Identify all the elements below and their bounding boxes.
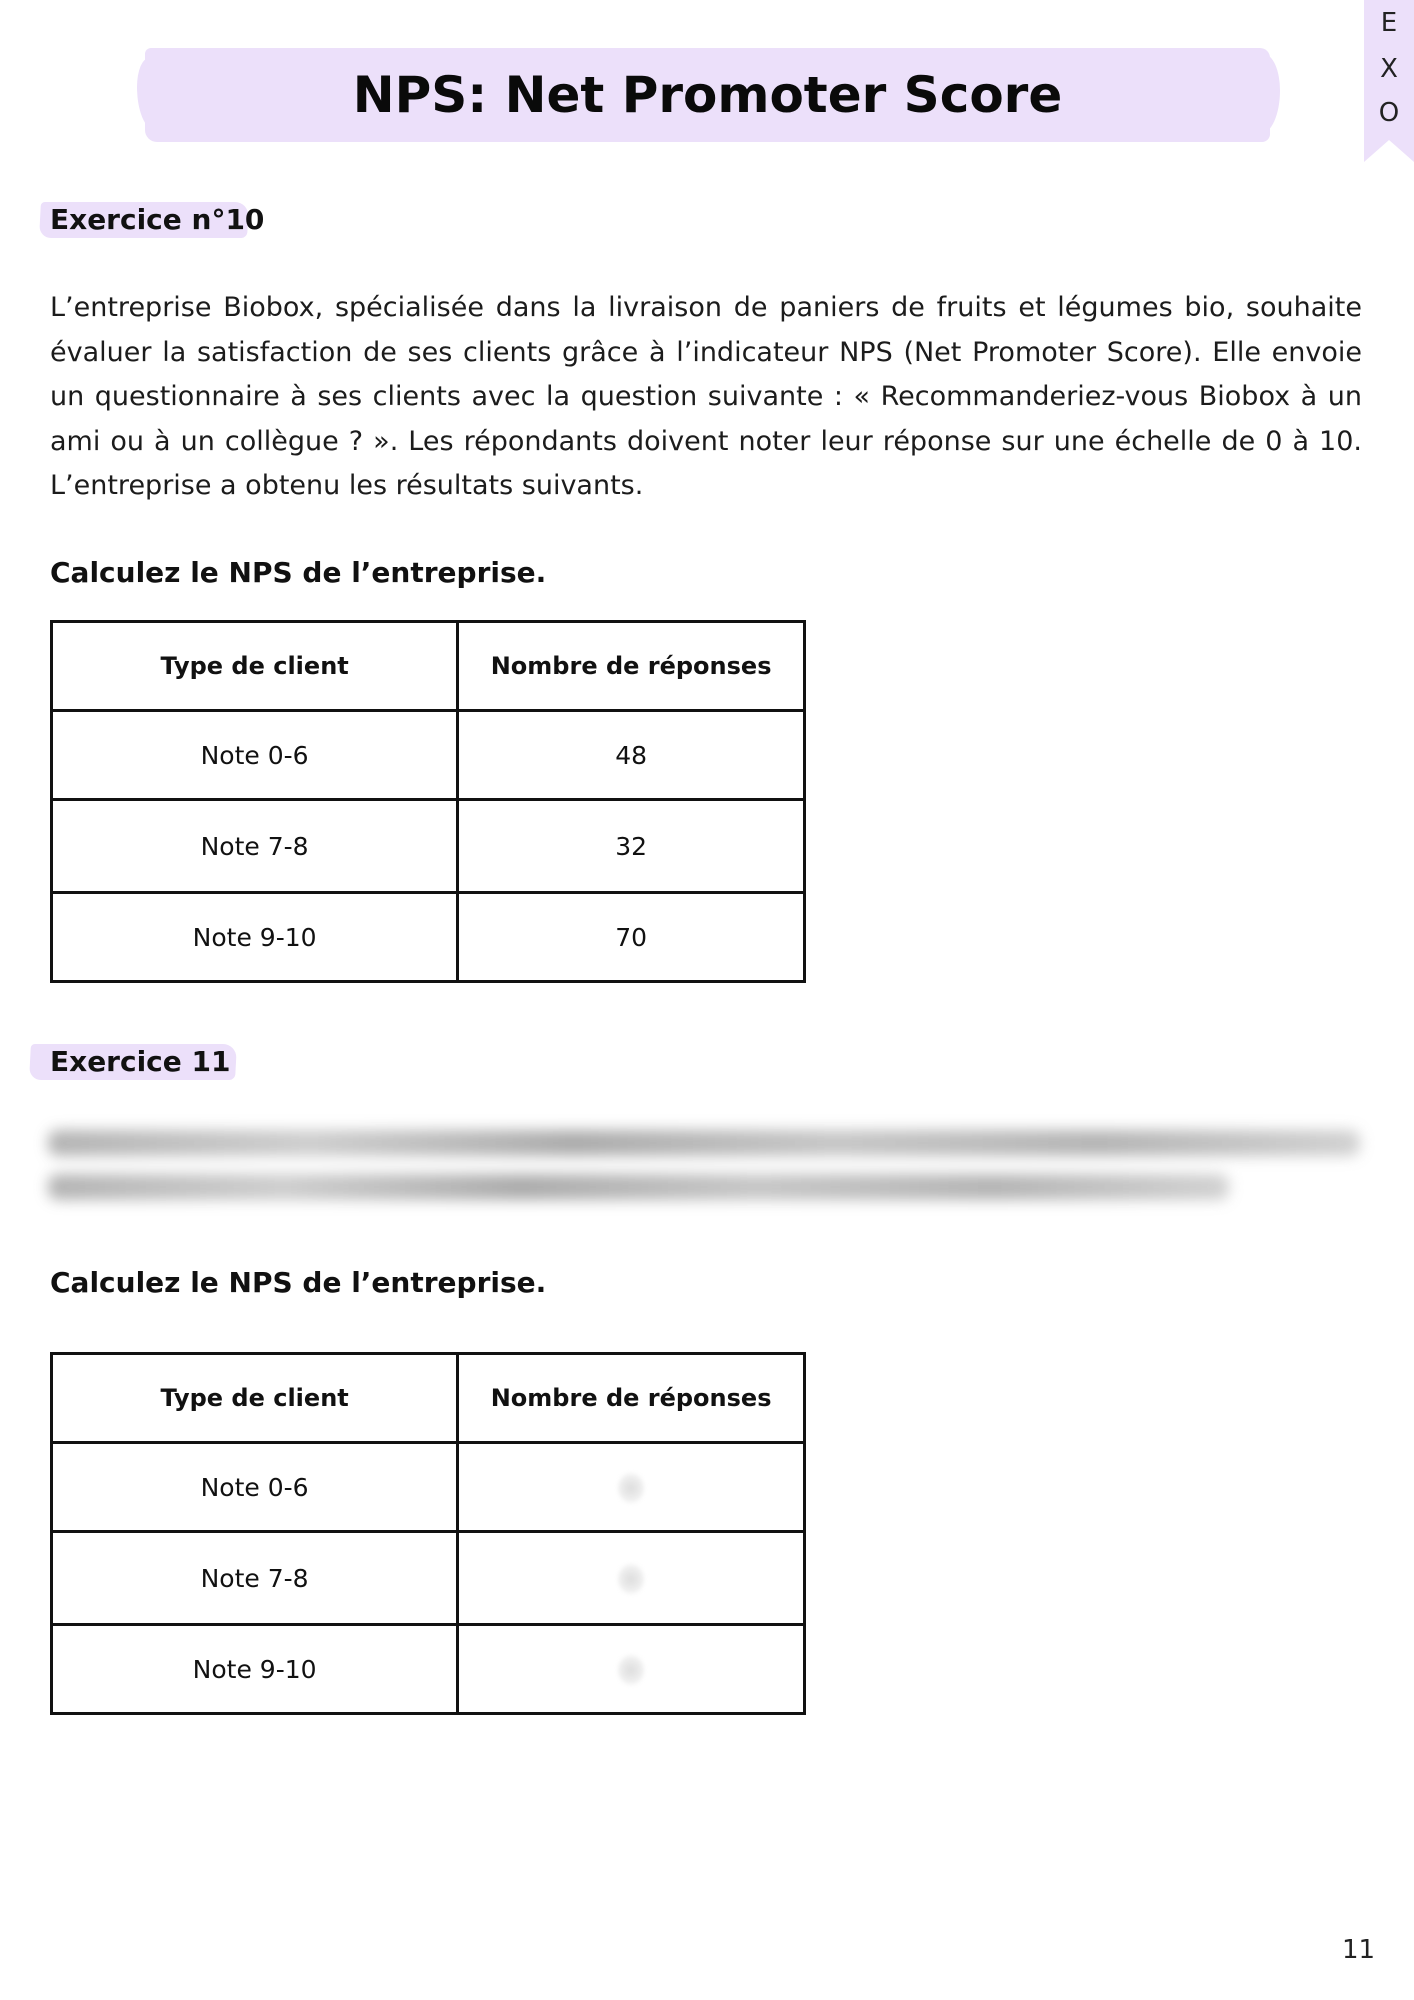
table-cell-count-blurred — [458, 1532, 805, 1625]
blurred-value — [618, 1655, 644, 1685]
table-row — [52, 1443, 805, 1532]
exercise10-statement: L’entreprise Biobox, spécialisée dans la livraison de paniers de fruits et légumes bio, souhaite évaluer la satisfaction de ses clients grâce à l’indicateur NPS (Net Promoter Score). Elle envoie un questionnaire à ses clients avec la question suivante : « Recommanderiez-vous Biobox à un ami ou à un collègue ? ». Les répondants doivent noter leur réponse sur une échelle de 0 à 10. L’entreprise a obtenu les résultats suivants. — [50, 292, 1362, 501]
page-number: 11 — [1342, 1935, 1376, 1965]
exercise11-heading-text: Exercice 11 — [50, 1045, 231, 1078]
exercise10-question: Calculez le NPS de l’entreprise. — [50, 556, 547, 589]
table-cell-count: 32 — [458, 800, 805, 893]
table-cell-count: 70 — [458, 893, 805, 982]
table-cell-type: Note 0-6 — [52, 1443, 458, 1532]
exo-tab-letter: O — [1378, 98, 1400, 128]
table-cell-type: Note 9-10 — [52, 893, 458, 982]
table-row — [52, 711, 805, 800]
table-header-cell: Nombre de réponses — [458, 622, 805, 711]
exercise10-table — [50, 620, 806, 983]
title-banner — [145, 48, 1270, 142]
blurred-line — [48, 1174, 1229, 1200]
exercise10-heading — [40, 198, 264, 238]
blurred-statement — [48, 1130, 1360, 1220]
table-cell-type: Note 7-8 — [52, 1532, 458, 1625]
table-row — [52, 1625, 805, 1714]
table-header-row — [52, 1354, 805, 1443]
table-cell-type: Note 7-8 — [52, 800, 458, 893]
exercise11-question: Calculez le NPS de l’entreprise. — [50, 1266, 547, 1299]
table-cell-count: 48 — [458, 711, 805, 800]
exo-side-tab — [1364, 0, 1414, 140]
blurred-value — [618, 1473, 644, 1503]
exo-tab-letter: E — [1380, 8, 1398, 38]
table-cell-type: Note 0-6 — [52, 711, 458, 800]
table-cell-count-blurred — [458, 1443, 805, 1532]
exercise11-heading — [30, 1040, 230, 1080]
blurred-line — [48, 1130, 1360, 1156]
exo-tab-letter: X — [1380, 54, 1398, 84]
table-header-row — [52, 622, 805, 711]
blurred-value — [618, 1564, 644, 1594]
table-cell-count-blurred — [458, 1625, 805, 1714]
table-header-cell: Type de client — [52, 1354, 458, 1443]
table-row — [52, 893, 805, 982]
exercise11-table — [50, 1352, 806, 1715]
table-cell-type: Note 9-10 — [52, 1625, 458, 1714]
table-header-cell: Nombre de réponses — [458, 1354, 805, 1443]
table-header-cell: Type de client — [52, 622, 458, 711]
table-row — [52, 800, 805, 893]
exercise10-heading-text: Exercice n°10 — [50, 203, 265, 236]
table-row — [52, 1532, 805, 1625]
page-title: NPS: Net Promoter Score — [352, 66, 1063, 124]
